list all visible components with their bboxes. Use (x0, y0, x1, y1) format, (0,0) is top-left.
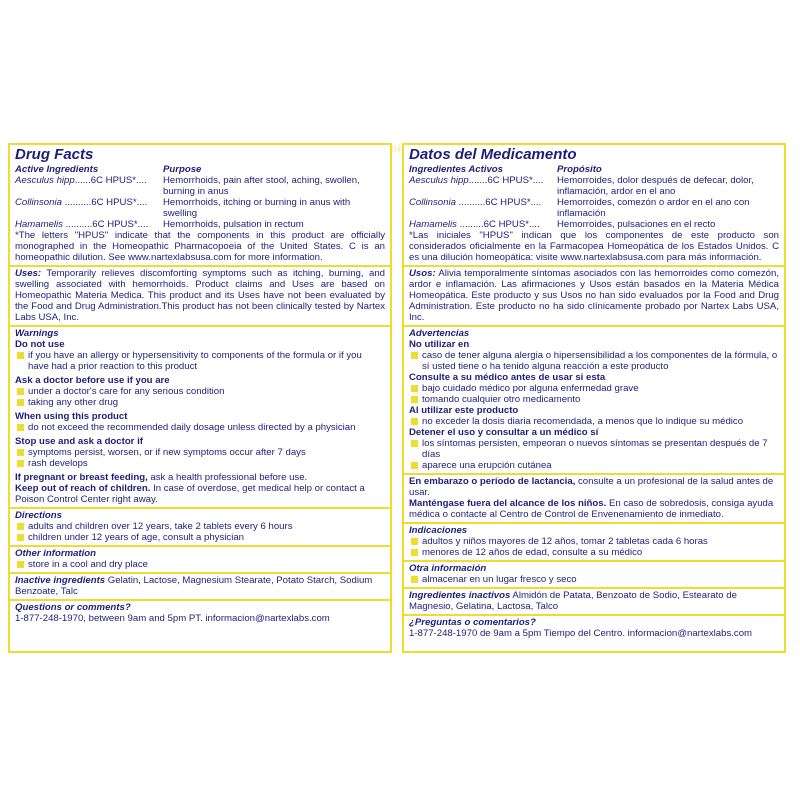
inactive-label: Ingredientes inactivos (409, 590, 511, 601)
list-item: do not exceed the recommended daily dosage unless directed by a physician (15, 422, 385, 433)
inactive-ingredients-section (10, 574, 390, 601)
list-item: symptoms persist, worsen, or if new symptoms occur after 7 days (15, 447, 385, 458)
ask-doctor-heading: Ask a doctor before use if you are (15, 375, 170, 386)
ingredient-row (409, 175, 779, 197)
bullet-square-icon (411, 396, 418, 403)
list-item: los síntomas persisten, empeoran o nuevos síntomas se presentan después de 7 días (409, 438, 779, 460)
hpus-note: *The letters "HPUS" indicate that the components in this product are officially monographed in the Homeopathic Pharmacopoeia of the United States. C is an homeopathic dilution. See www.nartexlabsusa.com for more information. (15, 230, 385, 263)
list-item: bajo cuidado médico por alguna enfermedad grave (409, 383, 779, 394)
bullet-square-icon (17, 352, 24, 359)
bullet-square-icon (411, 385, 418, 392)
do-not-use-heading: No utilizar en (409, 339, 470, 350)
other-title: Otra información (409, 563, 487, 574)
inactive-label: Inactive ingredients (15, 575, 106, 586)
active-header: Ingredientes Activos (409, 164, 504, 175)
ask-doctor-heading: Consulte a su médico antes de usar si esta (409, 372, 606, 383)
directions-section (404, 524, 784, 562)
active-ingredients-section (404, 145, 784, 267)
uses-label: Uses: (15, 268, 42, 279)
bullet-square-icon (411, 440, 418, 447)
list-item: adultos y niños mayores de 12 años, tomar 2 tabletas cada 6 horas (409, 536, 779, 547)
pregnancy-warning: If pregnant or breast feeding, ask a health professional before use. (15, 472, 308, 483)
ingredient-dose: .........6C HPUS*.... (456, 219, 540, 230)
other-information-section (404, 562, 784, 589)
list-item: menores de 12 años de edad, consulte a su médico (409, 547, 779, 558)
panel-title: Datos del Medicamento (409, 146, 577, 163)
ingredient-dose: ..........6C HPUS*.... (62, 219, 149, 230)
ingredient-row (15, 175, 385, 197)
ingredient-name: Collinsonia (15, 197, 62, 208)
bullet-square-icon (17, 388, 24, 395)
list-item: aparece una erupción cutánea (409, 460, 779, 471)
questions-text: 1-877-248-1970 de 9am a 5pm Tiempo del Centro. informacion@nartexlabs.com (409, 628, 753, 639)
bullet-square-icon (17, 449, 24, 456)
list-item: almacenar en un lugar fresco y seco (409, 574, 779, 585)
uses-text: Temporarily relieves discomforting symptoms such as itching, burning, and swelling associated with hemorrhoids. Product claims and Uses are based on Homeopathic Materia Medica. This product and its Uses have not been evaluated by the Food and Drug Administration.This product has not been clinically tested by Nartex Labs USA, Inc. (15, 268, 385, 323)
uses-section (10, 267, 390, 327)
other-title: Other information (15, 548, 97, 559)
inactive-ingredients-section (404, 589, 784, 616)
bullet-square-icon (411, 462, 418, 469)
list-item: under a doctor's care for any serious condition (15, 386, 385, 397)
list-item: children under 12 years of age, consult a physician (15, 532, 385, 543)
bullet-square-icon (411, 418, 418, 425)
ingredient-row (15, 197, 385, 219)
list-item: if you have an allergy or hypersensitivity to components of the formula or if you have had a prior reaction to this product (15, 350, 385, 372)
ingredient-dose: ......6C HPUS*.... (74, 175, 147, 186)
panel-title: Drug Facts (15, 146, 94, 163)
ingredient-row (15, 219, 385, 230)
bullet-square-icon (17, 460, 24, 467)
active-header: Active Ingredients (15, 164, 99, 175)
children-warning: Manténgase fuera del alcance de los niños. En caso de sobredosis, consiga ayuda médica o contacte al Centro de Control de Envenenamiento de inmediato. (409, 498, 774, 520)
when-using-heading: When using this product (15, 411, 128, 422)
drug-facts-panel-spanish (402, 143, 786, 653)
list-item: adults and children over 12 years, take 2 tablets every 6 hours (15, 521, 385, 532)
ingredient-name: Collinsonia (409, 197, 456, 208)
when-using-heading: Al utilizar este producto (409, 405, 519, 416)
questions-title: ¿Preguntas o comentarios? (409, 617, 536, 628)
ingredient-dose: .......6C HPUS*.... (468, 175, 544, 186)
bullet-square-icon (411, 538, 418, 545)
hpus-note: *Las iniciales "HPUS" indican que los componentes de este producto son considerados oficialmente en la Farmacopea Homeopática de los Estados Unidos. C es una dilución homeopática: visite www.nartexlabsusa.com para más información. (409, 230, 779, 263)
ingredient-dose: ..........6C HPUS*.... (455, 197, 542, 208)
ingredient-purpose: Hemorrhoids, pulsation in rectum (163, 219, 304, 230)
list-item: caso de tener alguna alergia o hipersensibilidad a los componentes de la fórmula, o sí usted tiene o ha tenido alguna reacción a este producto (409, 350, 779, 372)
bullet-square-icon (17, 399, 24, 406)
list-item: taking any other drug (15, 397, 385, 408)
questions-section (10, 601, 390, 626)
ingredient-dose: ..........6C HPUS*.... (61, 197, 148, 208)
pregnancy-warning: En embarazo o período de lactancia, consulte a un profesional de la salud antes de usar. (409, 476, 774, 498)
list-item: tomando cualquier otro medicamento (409, 394, 779, 405)
purpose-header: Propósito (557, 164, 602, 175)
inactive-text: Gelatin, Lactose, Magnesium Stearate, Potato Starch, Sodium Benzoate, Talc (15, 575, 373, 597)
ingredient-row (409, 219, 779, 230)
ingredients-header (15, 164, 385, 175)
list-item: store in a cool and dry place (15, 559, 385, 570)
directions-title: Directions (15, 510, 62, 521)
bullet-square-icon (17, 534, 24, 541)
warnings-section (10, 327, 390, 509)
bullet-square-icon (17, 523, 24, 530)
warnings-section (404, 327, 784, 475)
ingredient-purpose: Hemorrhoids, pain after stool, aching, swollen, burning in anus (163, 175, 360, 197)
warnings-title: Advertencias (409, 328, 470, 339)
stop-use-heading: Stop use and ask a doctor if (15, 436, 143, 447)
children-warning: Keep out of reach of children. In case of overdose, get medical help or contact a Poison Control Center right away. (15, 483, 365, 505)
ingredient-row (409, 197, 779, 219)
bullet-square-icon (411, 549, 418, 556)
inactive-text: Almidón de Patata, Benzoato de Sodio, Estearato de Magnesio, Gelatina, Lactosa, Talco (409, 590, 737, 612)
drug-facts-panel-english (8, 143, 392, 653)
purpose-header: Purpose (163, 164, 202, 175)
ingredient-name: Hamamelis (409, 219, 457, 230)
bullet-square-icon (17, 561, 24, 568)
other-information-section (10, 547, 390, 574)
uses-section (404, 267, 784, 327)
bullet-square-icon (17, 424, 24, 431)
list-item: no exceder la dosis diaria recomendada, a menos que lo indique su médico (409, 416, 779, 427)
questions-title: Questions or comments? (15, 602, 131, 613)
ingredient-name: Aesculus hipp (409, 175, 469, 186)
bullet-square-icon (411, 352, 418, 359)
questions-section (404, 616, 784, 641)
warnings-title: Warnings (15, 328, 59, 339)
ingredient-purpose: Hemorroides, pulsaciones en el recto (557, 219, 716, 230)
ingredient-purpose: Hemorroides, comezón o ardor en el ano con inflamación (557, 197, 750, 219)
directions-title: Indicaciones (409, 525, 468, 536)
questions-text: 1-877-248-1970, between 9am and 5pm PT. informacion@nartexlabs.com (15, 613, 330, 624)
list-item: rash develops (15, 458, 385, 469)
ingredient-name: Hamamelis (15, 219, 63, 230)
ingredient-purpose: Hemorrhoids, itching or burning in anus with swelling (163, 197, 351, 219)
stop-use-heading: Detener el uso y consultar a un médico sí (409, 427, 599, 438)
do-not-use-heading: Do not use (15, 339, 65, 350)
ingredient-purpose: Hemorroides, dolor después de defecar, dolor, inflamación, ardor en el ano (557, 175, 754, 197)
uses-text: Alivia temporalmente síntomas asociados con las hemorroides como comezón, ardor e inflamación. Las afirmaciones y Usos están basados en la Materia Médica Homeopática. Este producto y sus Usos no han sido evaluados por la Food and Drug Administration. Este producto no ha sido clínicamente probado por Nartex Labs USA, Inc. (409, 268, 779, 323)
ingredients-header (409, 164, 779, 175)
pregnancy-children-section (404, 475, 784, 524)
ingredient-name: Aesculus hipp (15, 175, 75, 186)
uses-label: Usos: (409, 268, 436, 279)
directions-section (10, 509, 390, 547)
active-ingredients-section (10, 145, 390, 267)
bullet-square-icon (411, 576, 418, 583)
